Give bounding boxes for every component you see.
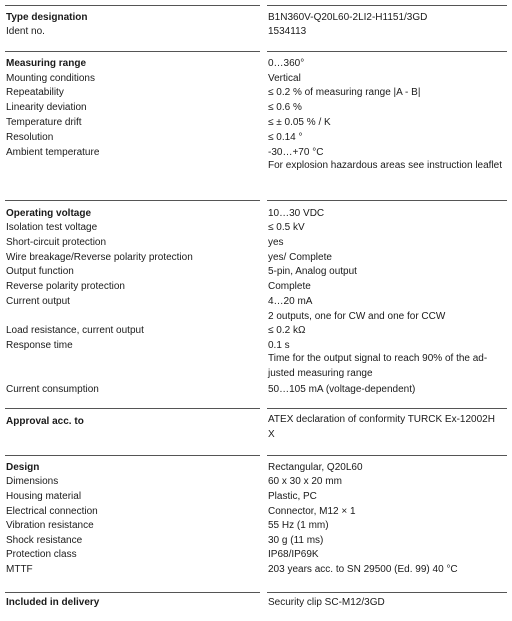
spec-label: Mounting conditions [6, 73, 95, 84]
spec-value: 4…20 mA [268, 296, 313, 307]
spec-value: ≤ 0.5 kV [268, 222, 305, 233]
spec-value: Security clip SC-M12/3GD [268, 597, 385, 608]
section-separator [5, 455, 260, 456]
spec-label: MTTF [6, 564, 33, 575]
spec-value: Vertical [268, 73, 301, 84]
spec-label: Isolation test voltage [6, 222, 98, 233]
spec-label: Reverse polarity protection [6, 281, 125, 292]
spec-label: Design [6, 462, 40, 473]
spec-value: 0.1 s [268, 340, 290, 351]
section-separator [267, 592, 507, 593]
spec-value: ≤ 0.2 % of measuring range |A - B| [268, 87, 421, 98]
spec-label: Output function [6, 266, 74, 277]
spec-label: Operating voltage [6, 208, 92, 219]
spec-label: Temperature drift [6, 117, 82, 128]
section-separator [5, 200, 260, 201]
spec-label: Approval acc. to [6, 416, 84, 427]
spec-value-note: Time for the output signal to reach 90% of the ad-justed measuring range [268, 353, 488, 379]
spec-label: Electrical connection [6, 506, 98, 517]
spec-value: Plastic, PC [268, 491, 317, 502]
spec-label: Current output [6, 296, 70, 307]
spec-label: Ambient temperature [6, 147, 100, 158]
spec-label: Resolution [6, 132, 54, 143]
spec-value: ≤ 0.2 kΩ [268, 325, 306, 336]
section-separator [267, 51, 507, 52]
spec-label: Type designation [6, 12, 88, 23]
section-separator [5, 592, 260, 593]
spec-label: Short-circuit protection [6, 237, 107, 248]
spec-value: ATEX declaration of conformity TURCK Ex-12002H X [268, 414, 495, 440]
spec-value: IP68/IP69K [268, 549, 319, 560]
spec-value: 55 Hz (1 mm) [268, 520, 329, 531]
spec-value: 0…360° [268, 58, 305, 69]
spec-label: Dimensions [6, 476, 59, 487]
spec-value: yes [268, 237, 284, 248]
spec-value-note: 2 outputs, one for CW and one for CCW [268, 311, 446, 322]
spec-value: 203 years acc. to SN 29500 (Ed. 99) 40 °C [268, 564, 458, 575]
spec-label: Load resistance, current output [6, 325, 144, 336]
spec-value: ≤ 0.14 ° [268, 132, 303, 143]
spec-value: ≤ ± 0.05 % / K [268, 117, 331, 128]
spec-label: Measuring range [6, 58, 87, 69]
spec-value: yes/ Complete [268, 252, 332, 263]
spec-value: B1N360V-Q20L60-2LI2-H1151/3GD [268, 12, 428, 23]
section-separator [267, 200, 507, 201]
spec-value: 30 g (11 ms) [268, 535, 324, 546]
section-separator [5, 5, 260, 6]
section-separator [267, 455, 507, 456]
spec-label: Current consumption [6, 384, 99, 395]
section-separator [267, 5, 507, 6]
spec-value: 10…30 VDC [268, 208, 325, 219]
spec-value: 60 x 30 x 20 mm [268, 476, 342, 487]
spec-label: Response time [6, 340, 73, 351]
spec-label: Repeatability [6, 87, 64, 98]
spec-value: 5-pin, Analog output [268, 266, 357, 277]
spec-value: Complete [268, 281, 311, 292]
spec-label: Included in delivery [6, 597, 100, 608]
spec-label: Linearity deviation [6, 102, 87, 113]
spec-value-note: For explosion hazardous areas see instruction leaflet [268, 160, 503, 171]
section-separator [267, 408, 507, 409]
spec-label: Wire breakage/Reverse polarity protection [6, 252, 193, 263]
spec-value: 1534113 [268, 26, 307, 37]
spec-value: Connector, M12 × 1 [268, 506, 356, 517]
spec-value: 50…105 mA (voltage-dependent) [268, 384, 416, 395]
section-separator [5, 51, 260, 52]
spec-label: Protection class [6, 549, 77, 560]
spec-value: ≤ 0.6 % [268, 102, 302, 113]
section-separator [5, 408, 260, 409]
spec-label: Ident no. [6, 26, 45, 37]
spec-value: -30…+70 °C [268, 147, 324, 158]
spec-label: Housing material [6, 491, 82, 502]
spec-label: Vibration resistance [6, 520, 94, 531]
spec-value: Rectangular, Q20L60 [268, 462, 363, 473]
spec-label: Shock resistance [6, 535, 83, 546]
